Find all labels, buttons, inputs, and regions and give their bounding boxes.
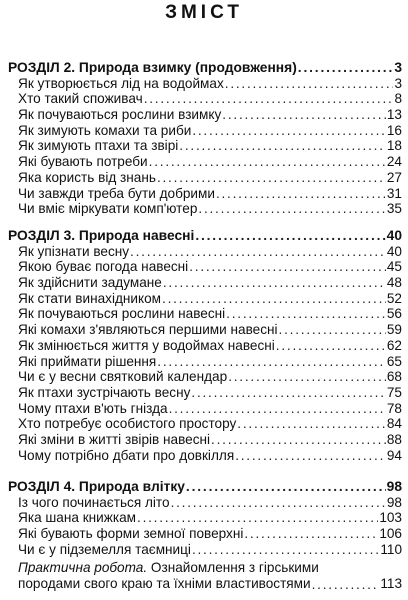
toc-entry-label: Якою буває погода навесні: [18, 259, 189, 275]
section-heading-label: РОЗДІЛ 4. Природа влітку: [8, 479, 185, 494]
toc-entry[interactable]: [8, 106, 402, 122]
toc-entry[interactable]: [8, 122, 402, 138]
dot-leader: [228, 369, 386, 384]
toc-entry[interactable]: [8, 91, 402, 107]
toc-entry[interactable]: [8, 369, 402, 385]
toc-entry[interactable]: [8, 290, 402, 306]
dot-leader: [195, 228, 385, 243]
toc-entry-label: Як зимують птахи та звірі: [18, 138, 179, 154]
toc-entry[interactable]: [8, 185, 402, 201]
dot-leader: [235, 448, 386, 463]
dot-leader: [279, 322, 386, 337]
dot-leader: [298, 60, 394, 75]
toc-entry[interactable]: [8, 384, 402, 400]
dot-leader: [144, 91, 394, 106]
toc-entry[interactable]: [8, 274, 402, 290]
toc-entry-page: 110: [380, 541, 402, 557]
toc-entry-label: Як утворюється лід на водоймах: [18, 75, 224, 91]
toc-entry-label: Які комахи з'являються першими навесні: [18, 322, 278, 338]
toc-entry-page: 56: [386, 306, 402, 322]
toc-entry-label: Які зміни в житті звірів навесні: [18, 431, 211, 447]
dot-leader: [226, 306, 386, 321]
toc-entry-page: 18: [386, 138, 402, 154]
dot-leader: [192, 123, 386, 138]
dot-leader: [137, 510, 378, 525]
dot-leader: [149, 154, 386, 169]
toc-entry-page: 16: [386, 122, 402, 138]
toc-entry-page: 24: [386, 154, 402, 170]
toc-entry-page: 98: [386, 494, 402, 510]
toc-entry[interactable]: [8, 494, 402, 510]
toc-entry-label: Хто потребує особистого простору: [18, 416, 237, 432]
toc-entry[interactable]: [8, 138, 402, 154]
toc-entry-label: Яка користь від знань: [18, 169, 156, 185]
practical-work-title-line2: породами свого краю та їхніми властивостями: [18, 575, 311, 591]
toc-entry-page: 45: [386, 259, 402, 275]
toc-entry[interactable]: [8, 337, 402, 353]
dot-leader: [157, 354, 386, 369]
section-heading[interactable]: [8, 226, 402, 243]
toc-entry-page: 65: [386, 353, 402, 369]
dot-leader: [186, 479, 386, 494]
toc-entry-practical-work[interactable]: [8, 560, 402, 592]
toc-entry-label: Як змінюється життя у водоймах навесні: [18, 337, 275, 353]
toc-entry[interactable]: [8, 510, 402, 526]
dot-leader: [192, 542, 379, 557]
dot-leader: [130, 244, 386, 259]
dot-leader: [189, 259, 386, 274]
dot-leader: [222, 107, 386, 122]
section-heading-label: РОЗДІЛ 3. Природа навесні: [8, 228, 195, 243]
toc-entry-label: Яка шана книжкам: [18, 510, 137, 526]
toc-entry-label: Як почуваються рослини навесні: [18, 306, 226, 322]
section-heading[interactable]: [8, 477, 402, 494]
toc-entry-page: 68: [386, 369, 402, 385]
dot-leader: [237, 416, 386, 431]
toc-entry-label: Які приймати рішення: [18, 353, 157, 369]
toc-entry-label: Як птахи зустрічають весну: [18, 384, 191, 400]
toc-entry-label: Які бувають потреби: [18, 154, 148, 170]
toc-entry-label: Чи завжди треба бути добрими: [18, 185, 215, 201]
section-page-number: 3: [394, 60, 402, 75]
dot-leader: [276, 338, 386, 353]
toc-entry-page: 59: [386, 322, 402, 338]
section-page-number: 98: [386, 479, 402, 494]
toc-entry-page: 31: [386, 185, 402, 201]
toc-entry-label: Як зимують комахи та риби: [18, 122, 192, 138]
dot-leader: [211, 432, 386, 447]
dot-leader: [216, 186, 386, 201]
toc-entry-page: 3: [394, 75, 402, 91]
toc-entry-page: 40: [386, 243, 402, 259]
toc-entry[interactable]: [8, 321, 402, 337]
dot-leader: [157, 170, 386, 185]
toc-entry[interactable]: [8, 400, 402, 416]
toc-entry-page: 8: [394, 91, 402, 107]
toc-entry-label: Чи є у весни святковий календар: [18, 369, 228, 385]
toc-entry-label: Як стати винахідником: [18, 290, 162, 306]
toc-entry-page: 27: [386, 169, 402, 185]
dot-leader: [163, 275, 386, 290]
toc-entry-page: 52: [386, 290, 402, 306]
section-page-number: 40: [386, 228, 402, 243]
toc-entry-label: Які бувають форми земної поверхні: [18, 526, 244, 542]
toc-entry[interactable]: [8, 353, 402, 369]
toc-entry-page: 88: [386, 431, 402, 447]
toc-entry-label: Як упізнати весну: [18, 243, 130, 259]
dot-leader: [179, 138, 386, 153]
practical-work-title-line1: Ознайомлення з гірськими: [150, 559, 319, 575]
toc-entry-page: 35: [386, 201, 402, 217]
toc-entry[interactable]: [8, 447, 402, 463]
dot-leader: [198, 201, 385, 216]
toc-entry[interactable]: [8, 306, 402, 322]
toc-entry-label: Чи є у підземелля таємниці: [18, 541, 191, 557]
practical-work-label: Практична робота.: [18, 559, 148, 575]
toc-entry-page: 113: [380, 575, 402, 591]
dot-leader: [171, 495, 386, 510]
toc-entry-label: Як здійснити задумане: [18, 275, 162, 291]
toc-entry-page: 78: [386, 400, 402, 416]
toc-entry[interactable]: [8, 541, 402, 557]
toc-entry-label: Хто такий споживач: [18, 91, 143, 107]
dot-leader: [191, 385, 385, 400]
toc-entry-label: Чому потрібно дбати про довкілля: [18, 447, 235, 463]
toc-entry[interactable]: [8, 243, 402, 259]
toc-entry-label: Чому птахи в'ють гнізда: [18, 400, 168, 416]
page-title: ЗМІСТ: [165, 2, 243, 23]
dot-leader: [169, 401, 386, 416]
dot-leader: [312, 577, 380, 592]
toc-entry-page: 84: [386, 416, 402, 432]
toc-entry[interactable]: [8, 201, 402, 217]
toc-entry-page: 48: [386, 275, 402, 291]
section-2: [8, 58, 402, 216]
dot-leader: [244, 526, 378, 541]
toc-entry-page: 103: [379, 510, 402, 526]
section-4: [8, 477, 402, 592]
toc-entry-label: Як почуваються рослини взимку: [18, 107, 222, 123]
toc-entry-page: 94: [386, 447, 402, 463]
toc-entry[interactable]: [8, 416, 402, 432]
dot-leader: [225, 76, 394, 91]
dot-leader: [162, 291, 386, 306]
toc-entry[interactable]: [8, 431, 402, 447]
toc-entry[interactable]: [8, 525, 402, 541]
section-3: [8, 226, 402, 463]
toc-entry[interactable]: [8, 259, 402, 275]
toc-entry-label: Із чого починається літо: [18, 494, 170, 510]
section-heading-label: РОЗДІЛ 2. Природа взимку (продовження): [8, 60, 297, 75]
toc-entry[interactable]: [8, 75, 402, 91]
toc-entry-page: 62: [386, 337, 402, 353]
toc-entry-page: 106: [379, 526, 402, 542]
toc-entry-page: 75: [386, 384, 402, 400]
toc-entry-label: Чи вміє міркувати комп'ютер: [18, 201, 198, 217]
toc-entry[interactable]: [8, 169, 402, 185]
toc-entry[interactable]: [8, 153, 402, 169]
section-heading[interactable]: [8, 58, 402, 75]
toc-entry-page: 13: [386, 107, 402, 123]
